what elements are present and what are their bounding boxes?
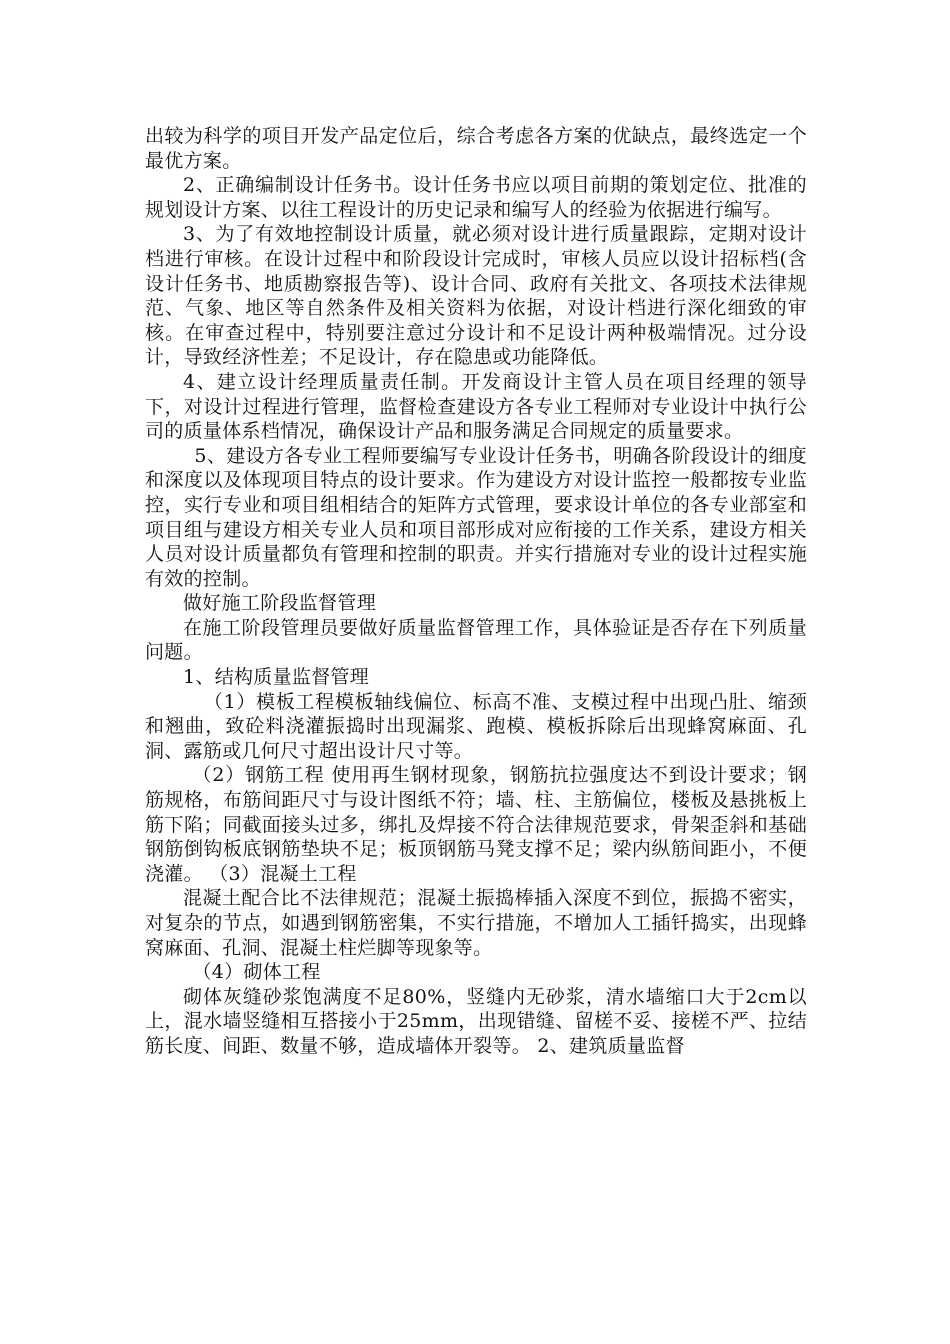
paragraph-masonry: 砌体灰缝砂浆饱满度不足80%，竖缝内无砂浆，清水墙缩口大于2cm以上，混水墙竖缝相互搭接小于25mm，出现错缝、留槎不妥、接槎不严、拉结筋长度、间距、数量不够，造成墙体开裂等。 2、建筑质量监督 xyxy=(145,985,807,1057)
paragraph-5: 5、建设方各专业工程师要编写专业设计任务书，明确各阶段设计的细度和深度以及体现项目特点的设计要求。作为建设方对设计监控一般都按专业监控，实行专业和项目组相结合的矩阵方式管理，要求设计单位的各专业部室和项目组与建设方相关专业人员和项目部形成对应衔接的工作关系，建设方相关人员对设计质量都负有管理和控制的职责。并实行措施对专业的设计过程实施有效的控制。 xyxy=(145,444,807,590)
paragraph-6: 在施工阶段管理员要做好质量监督管理工作，具体验证是否存在下列质量问题。 xyxy=(145,616,807,664)
section-heading-construction: 做好施工阶段监督管理 xyxy=(183,592,377,615)
paragraph-2: 2、正确编制设计任务书。设计任务书应以项目前期的策划定位、批准的规划设计方案、以往工程设计的历史记录和编写人的经验为依据进行编写。 xyxy=(145,174,807,221)
paragraph-concrete: 混凝土配合比不法律规范；混凝土振捣棒插入深度不到位，振捣不密实，对复杂的节点，如遇到钢筋密集，不实行措施，不增加人工插钎捣实，出现蜂窝麻面、孔洞、混凝土柱烂脚等现象等。 xyxy=(145,887,807,959)
paragraph-3: 3、为了有效地控制设计质量，就必须对设计进行质量跟踪，定期对设计档进行审核。在设计过程中和阶段设计完成时，审核人员应以设计招标档(含设计任务书、地质勘察报告等)、设计合同、政府有关批文、各项技术法律规范、气象、地区等自然条件及相关资料为依据，对设计档进行深化细致的审核。在审查过程中，特别要注意过分设计和不足设计两种极端情况。过分设计，导致经济性差；不足设计，存在隐患或功能降低。 xyxy=(145,223,807,369)
paragraph-1: 出较为科学的项目开发产品定位后，综合考虑各方案的优缺点，最终选定一个最优方案。 xyxy=(145,125,807,172)
document-body xyxy=(145,124,807,1059)
item-rebar: （2）钢筋工程 使用再生钢材现象，钢筋抗拉强度达不到设计要求；钢筋规格，布筋间距尺寸与设计图纸不符；墙、柱、主筋偏位，楼板及悬挑板上筋下陷；同截面接头过多，绑扎及焊接不符合法律规范要求，骨架歪斜和基础钢筋倒钩板底钢筋垫块不足；板顶钢筋马凳支撑不足；梁内纵筋间距小，不便浇灌。 （3）混凝土工程 xyxy=(145,764,807,885)
item-formwork: （1）模板工程模板轴线偏位、标高不准、支模过程中出现凸肚、缩颈和翘曲，致砼料浇灌振捣时出现漏浆、跑模、模板拆除后出现蜂窝麻面、孔洞、露筋或几何尺寸超出设计尺寸等。 xyxy=(145,690,807,762)
paragraph-4: 4、建立设计经理质量责任制。开发商设计主管人员在项目经理的领导下，对设计过程进行管理，监督检查建设方各专业工程师对专业设计中执行公司的质量体系档情况，确保设计产品和服务满足合同规定的质量要求。 xyxy=(145,370,807,443)
subheading-structure-quality: 1、结构质量监督管理 xyxy=(183,666,370,689)
item-masonry: （4）砌体工程 xyxy=(192,961,321,984)
